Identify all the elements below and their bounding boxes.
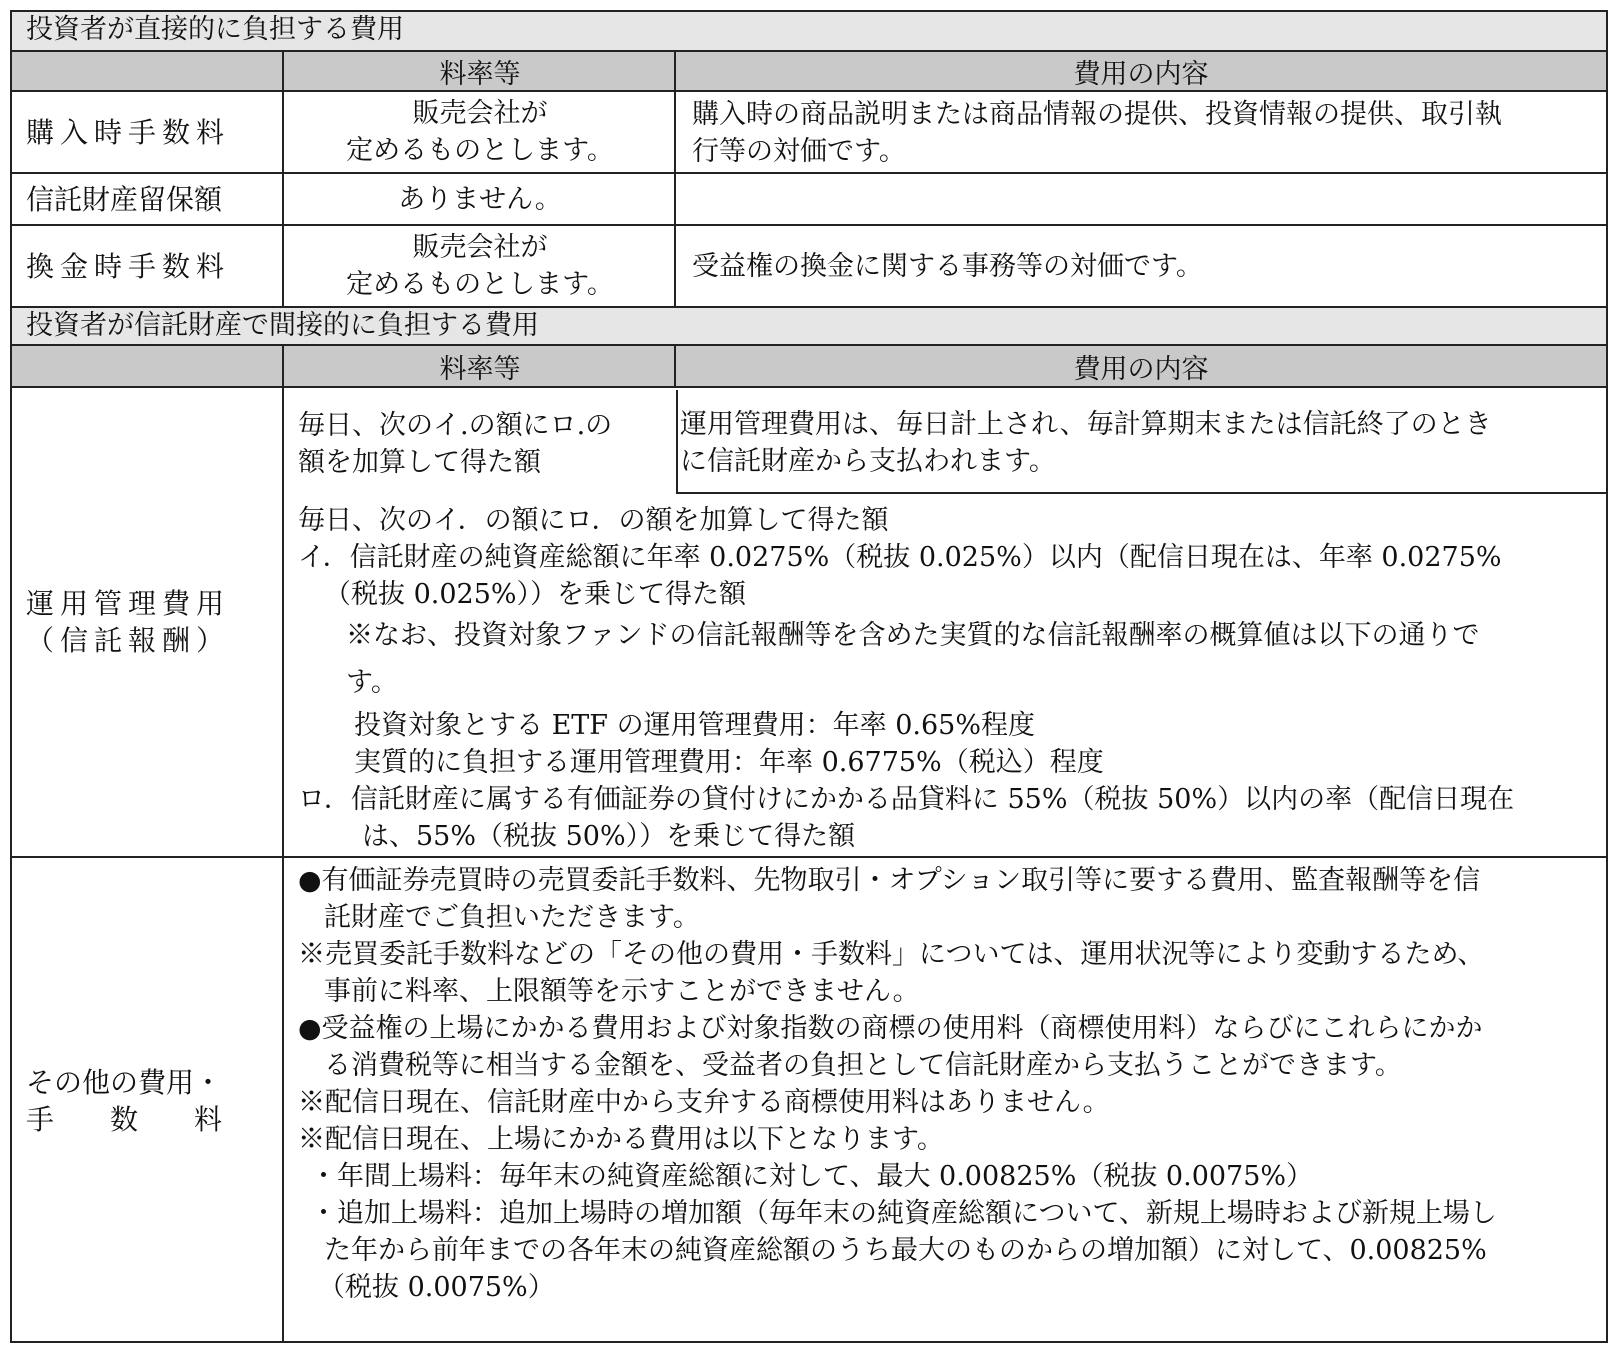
text-line: 額を加算して得た額 bbox=[298, 447, 541, 478]
text-line: は、55%（税抜 50%））を乗じて得た額 bbox=[362, 821, 856, 852]
text-line: ロ．信託財産に属する有価証券の貸付けにかかる品貸料に 55%（税抜 50%）以内の率（配信日現在 bbox=[298, 784, 1515, 815]
text-line: ※売買委託手数料などの「その他の費用・手数料」については、運用状況等により変動するため、 bbox=[298, 939, 1485, 970]
section-direct-costs-header bbox=[12, 52, 1606, 92]
text-line: ※なお、投資対象ファンドの信託報酬等を含めた実質的な信託報酬率の概算値は以下の通りで bbox=[346, 620, 1480, 651]
text-line: ●有価証券売買時の売買委託手数料、先物取引・オプション取引等に要する費用、監査報酬等を信 bbox=[298, 865, 1481, 896]
text-line: 実質的に負担する運用管理費用：年率 0.6775%（税込）程度 bbox=[354, 747, 1104, 778]
text-line: 販売会社が bbox=[412, 232, 548, 263]
text-line: 販売会社が bbox=[412, 98, 548, 129]
text-line: 行等の対価です。 bbox=[692, 136, 906, 167]
text-line: ・追加上場料：追加上場時の増加額（毎年末の純資産総額について、新規上場時および新規上場し bbox=[310, 1198, 1497, 1229]
text-line: 購入時の商品説明または商品情報の提供、投資情報の提供、取引執 bbox=[692, 99, 1502, 130]
text-line: 定めるものとします。 bbox=[346, 269, 614, 300]
text-line: 毎日、次のイ.の額にロ.の bbox=[298, 410, 613, 441]
text-line: ※配信日現在、信託財産中から支弁する商標使用料はありません。 bbox=[298, 1087, 1110, 1118]
row-management-fee-label bbox=[12, 388, 282, 856]
row-purchase-fee-rate bbox=[284, 92, 676, 172]
row-other-fees-content bbox=[298, 862, 1598, 1340]
text-line: ●受益権の上場にかかる費用および対象指数の商標の使用料（商標使用料）ならびにこれらにかか bbox=[298, 1013, 1483, 1044]
section-indirect-costs-header bbox=[12, 346, 1606, 388]
text-line: その他の費用・ bbox=[26, 1065, 223, 1099]
text-line: 手 数 料 bbox=[26, 1102, 223, 1136]
text-line: 事前に料率、上限額等を示すことができません。 bbox=[324, 976, 920, 1007]
header-rate: 料率等 bbox=[439, 353, 521, 385]
section-indirect-costs-title: 投資者が信託財産で間接的に負担する費用 bbox=[12, 306, 1606, 346]
row-management-fee-rate bbox=[298, 407, 668, 487]
row-management-fee-content bbox=[676, 390, 1606, 494]
row-retention-rate: ありません。 bbox=[398, 183, 562, 215]
text-line: 定めるものとします。 bbox=[346, 135, 614, 166]
column-divider bbox=[282, 346, 284, 1343]
row-other-fees-label bbox=[12, 858, 282, 1343]
text-line: 投資対象とする ETF の運用管理費用：年率 0.65%程度 bbox=[354, 710, 1035, 741]
fee-table bbox=[10, 10, 1608, 1343]
text-line: （税抜 0.0075%） bbox=[318, 1272, 555, 1303]
row-redemption-fee-label: 換金時手数料 bbox=[26, 249, 231, 283]
text-line: （信託報酬） bbox=[26, 624, 231, 657]
row-purchase-fee-content bbox=[692, 96, 1592, 172]
text-line: に信託財産から支払われます。 bbox=[680, 446, 1056, 477]
row-redemption-fee-content: 受益権の換金に関する事務等の対価です。 bbox=[692, 250, 1203, 282]
column-divider bbox=[674, 346, 676, 388]
section-direct-costs-title: 投資者が直接的に負担する費用 bbox=[12, 12, 1606, 52]
text-line: 運用管理費用 bbox=[26, 587, 231, 620]
text-line: る消費税等に相当する金額を、受益者の負担として信託財産から支払うことができます。 bbox=[324, 1050, 1402, 1081]
text-line: た年から前年までの各年末の純資産総額のうち最大のものからの増加額）に対して、0.00825% bbox=[324, 1235, 1487, 1266]
text-line: 毎日、次のイ．の額にロ．の額を加算して得た額 bbox=[298, 505, 889, 536]
row-management-fee-detail bbox=[298, 502, 1598, 856]
text-line: す。 bbox=[346, 667, 398, 698]
text-line: （税抜 0.025%））を乗じて得た額 bbox=[324, 579, 747, 610]
text-line: 託財産でご負担いただきます。 bbox=[324, 902, 700, 933]
column-divider bbox=[674, 52, 676, 306]
header-rate: 料率等 bbox=[439, 58, 521, 90]
column-divider bbox=[282, 52, 284, 306]
text-line: ・年間上場料：毎年末の純資産総額に対して、最大 0.00825%（税抜 0.0075%） bbox=[310, 1161, 1314, 1192]
row-redemption-fee-rate bbox=[284, 226, 676, 306]
row-purchase-fee-label: 購入時手数料 bbox=[26, 115, 231, 149]
text-line: 運用管理費用は、毎日計上され、毎計算期末または信託終了のとき bbox=[680, 409, 1492, 440]
row-retention-label: 信託財産留保額 bbox=[26, 182, 223, 216]
header-content: 費用の内容 bbox=[1073, 58, 1209, 90]
header-content: 費用の内容 bbox=[1073, 353, 1209, 385]
text-line: ※配信日現在、上場にかかる費用は以下となります。 bbox=[298, 1124, 944, 1155]
text-line: イ．信託財産の純資産総額に年率 0.0275%（税抜 0.025%）以内（配信日現在は、年率 0.0275% bbox=[298, 542, 1502, 573]
